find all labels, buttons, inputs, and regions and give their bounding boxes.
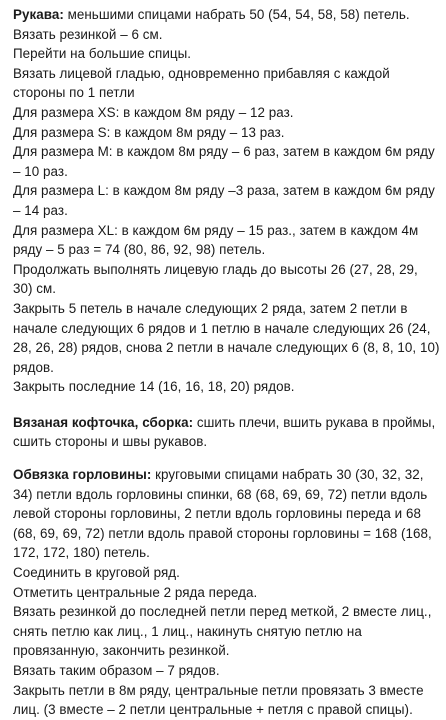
sleeves-line: Закрыть 5 петель в начале следующих 2 ряда, затем 2 петли в начале следующих 6 рядов и 1 петлю в начале следующих 26 (24, 28, 26, 28) рядов, снова 2 петли в начале следующих 6 (8, 8, 10, 10) рядов. — [13, 300, 440, 375]
sleeves-line: Закрыть последние 14 (16, 16, 18, 20) рядов. — [13, 379, 295, 395]
neckband-line: Вязать резинкой до последней петли перед меткой, 2 вместе лиц., снять петлю как лиц., 1 лиц., накинуть снятую петлю на провязанную, закончить резинкой. — [13, 604, 432, 659]
sleeves-line: Продолжать выполнять лицевую гладь до высоты 26 (27, 28, 29, 30) см. — [13, 261, 418, 297]
sleeves-line: Вязать резинкой – 6 см. — [13, 26, 163, 42]
sleeves-line: Вязать лицевой гладью, одновременно прибавляя с каждой стороны по 1 петли — [13, 65, 390, 101]
assembly-paragraph — [13, 413, 441, 452]
knitting-instructions — [13, 5, 441, 720]
sleeves-line: Для размера L: в каждом 8м ряду –3 раза, затем в каждом 6м ряду – 14 раз. — [13, 183, 435, 218]
section-spacer — [13, 397, 441, 413]
sleeves-line: Для размера XS: в каждом 8м ряду – 12 раз. — [13, 104, 294, 120]
sleeves-heading: Рукава: — [13, 7, 64, 22]
neckband-intro-text: круговыми спицами набрать 30 (30, 32, 32, 34) петли вдоль горловины спинки, 68 (68, 69, 69, 72) петли вдоль левой стороны горловины, 2 петли вдоль горловины переда и 68 (68, 69, 69, 72) петли вдоль правой стороны горловины = 168 (168, 172, 172, 180) петель. — [13, 467, 432, 561]
sleeves-line: Для размера S: в каждом 8м ряду – 13 раз. — [13, 124, 285, 140]
sleeves-intro-text: меньшими спицами набрать 50 (54, 54, 58, 58) петель. — [63, 7, 410, 22]
neckband-intro — [13, 465, 441, 563]
neckband-line: Вязать таким образом – 7 рядов. — [13, 663, 220, 678]
section-spacer — [13, 452, 441, 465]
sleeves-intro — [13, 5, 441, 25]
neckband-line: Отметить центральные 2 ряда переда. — [13, 584, 258, 600]
neckband-heading: Обвязка горловины: — [13, 467, 152, 483]
sleeves-line: Перейти на большие спицы. — [13, 46, 192, 62]
sleeves-line: Для размера M: в каждом 8м ряду – 6 раз, затем в каждом 6м ряду – 10 раз. — [13, 144, 435, 179]
assembly-heading: Вязаная кофточка, сборка: — [13, 414, 194, 430]
neckband-line: Закрыть петли в 8м ряду, центральные петли провязать 3 вместе лиц. (3 вместе – 2 петли центральные + петля с правой спицы). — [13, 682, 424, 718]
assembly-text: сшить плечи, вшить рукава в проймы, сшить стороны и швы рукавов. — [13, 414, 436, 450]
neckband-line: Соединить в круговой ряд. — [13, 565, 180, 581]
sleeves-line: Для размера XL: в каждом 6м ряду – 15 раз., затем в каждом 4м ряду – 5 раз = 74 (80, 86, 92, 98) петель. — [13, 222, 419, 258]
